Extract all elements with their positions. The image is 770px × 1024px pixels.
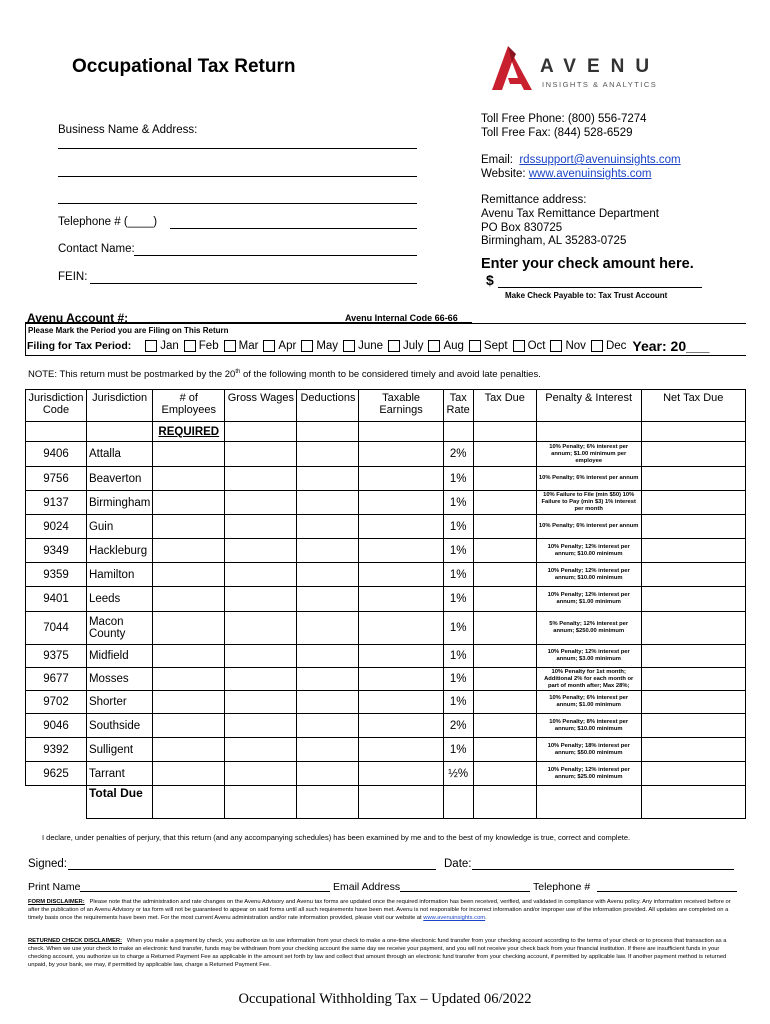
check-amount-heading: Enter your check amount here. [481,256,694,272]
table-row [26,612,746,645]
gross-wages-cell[interactable] [225,587,297,612]
tax-due-cell[interactable] [473,539,536,563]
tax-due-cell[interactable] [473,491,536,515]
payable-to: Make Check Payable to: Tax Trust Account [505,291,668,300]
note-superscript: th [235,369,241,375]
tax-due-cell[interactable] [473,467,536,491]
tax-rate: 2% [443,714,473,738]
tax-due-cell[interactable] [473,587,536,612]
period-label: Filing for Tax Period: [27,340,132,352]
header-net: Net Tax Due [641,390,745,422]
form-disclaimer: FORM DISCLAIMER: Please note that the administration and rate changes on the Avenu Advisory and Avenu tax forms are updated once the required information has been received, verified, and validated in compliance with Avenu policy. Any information received before or after the publication of an Avenu Advisory or tax form will not be guaranteed to appear on said forms until all such requirements have been met. Avenu is not responsible for incorrect information and/or improper use of the information provided. All updates are completed on a timely basis once the requirements have been met. For the most current Avenu administration and/or rate information provided, please visit our website at www.avenuinsights.com. [28,899,731,921]
tax-rate: 1% [443,587,473,612]
month-june: June [358,340,383,352]
jurisdiction-code: 9702 [26,691,87,714]
disclaimer-website-link[interactable]: www.avenuinsights.com [423,915,486,921]
taxable-earnings-cell[interactable] [359,762,443,786]
remittance-line-1: Avenu Tax Remittance Department [481,208,659,220]
toll-free-fax: Toll Free Fax: (844) 528-6529 [481,127,633,139]
checkbox-jan[interactable] [145,340,157,352]
month-jan: Jan [160,340,179,352]
employees-cell[interactable] [153,539,225,563]
contact-name-field[interactable] [134,255,417,256]
header-code: Jurisdiction Code [26,390,87,422]
page-title: Occupational Tax Return [72,56,296,77]
total-cell[interactable] [641,786,745,819]
gross-wages-cell[interactable] [225,563,297,587]
header-due: Tax Due [473,390,536,422]
penalty-interest: 10% Failure to File (min $50) 10% Failure to Pay (min $3) 1% interest per month [536,491,641,515]
jurisdiction-code: 9625 [26,762,87,786]
dollar-sign: $ [486,272,494,288]
table-row [26,762,746,786]
jurisdiction-name: Mosses [86,668,152,691]
penalty-interest: 10% Penalty; 18% interest per annum; $50.00 minimum [536,738,641,762]
net-tax-due-cell[interactable] [641,645,745,668]
tax-rate: ½% [443,762,473,786]
header-penalty: Penalty & Interest [536,390,641,422]
net-tax-due-cell[interactable] [641,539,745,563]
jurisdiction-code: 9137 [26,491,87,515]
telephone-label: Telephone # (____) [58,216,158,228]
header-taxable: Taxable Earnings [359,390,443,422]
deductions-cell[interactable] [297,539,359,563]
jurisdiction-name: Midfield [86,645,152,668]
logo-wordmark: AVENU [540,56,661,77]
taxable-earnings-cell[interactable] [359,515,443,539]
table-row [26,539,746,563]
penalty-interest: 10% Penalty; 12% interest per annum; $3.00 minimum [536,645,641,668]
checkbox-may[interactable] [301,340,313,352]
table-row [26,587,746,612]
jurisdiction-name: Hamilton [86,563,152,587]
print-name-field[interactable] [80,891,330,892]
tax-rate: 1% [443,691,473,714]
period-instruction: Please Mark the Period you are Filing on This Return [28,326,229,335]
date-field[interactable] [472,869,734,870]
deductions-cell[interactable] [297,645,359,668]
tax-due-cell[interactable] [473,515,536,539]
taxable-earnings-cell[interactable] [359,563,443,587]
tax-due-cell[interactable] [473,563,536,587]
table-row [26,563,746,587]
total-cell[interactable] [359,786,443,819]
employees-cell[interactable] [153,491,225,515]
table-row [26,645,746,668]
table-row [26,714,746,738]
employees-cell[interactable] [153,714,225,738]
total-cell[interactable] [153,786,225,819]
net-tax-due-cell[interactable] [641,668,745,691]
tax-rate: 1% [443,645,473,668]
table-row [26,442,746,467]
print-name-label: Print Name [28,881,81,893]
deductions-cell[interactable] [297,587,359,612]
tax-due-cell[interactable] [473,612,536,645]
taxable-earnings-cell[interactable] [359,539,443,563]
gross-wages-cell[interactable] [225,539,297,563]
deductions-cell[interactable] [297,563,359,587]
tax-rate: 1% [443,668,473,691]
month-mar: Mar [238,340,259,352]
jurisdiction-code: 9677 [26,668,87,691]
form-disclaimer-text: Please note that the administration and rate changes on the Avenu Advisory and Avenu tax forms are updated once the required information has been received, verified, and validated in compliance with Avenu policy. Any information received before or after the publication of an Avenu Advisory or tax form will not be guaranteed to appear on said forms until all such requirements have been met. Avenu is not responsible for incorrect information and/or improper use of the information provided. All updates are completed on a timely basis once the requirements have been met. For the most current Avenu administration and/or rate information provided, please visit our website at [28,899,731,921]
check-disclaimer-text: When you make a payment by check, you authorize us to use information from your check to make a one-time electronic fund transfer from your checking account according to the terms of your check or to process that transaction as a check. When we use your check to make an electronic fund transfer, funds may be withdrawn from your checking account the same day we receive your payment, and you will not receive your check back from your financial institution. If there are insufficient funds in your checking account, you authorize us to charge a Returned Payment Fee as applicable in the amount set forth by law and collect that amount through an electronic fund transfer from your checking account, if permitted by applicable law. If another payment method is returned unpaid, by your bank, we may, if permitted by applicable law, charge a Returned Payment Fee. [28,938,727,968]
penalty-interest: 10% Penalty; 8% interest per annum; $10.00 minimum [536,714,641,738]
month-feb: Feb [198,340,219,352]
table-row [26,738,746,762]
jurisdiction-name: Birmingham [86,491,152,515]
gross-wages-cell[interactable] [225,442,297,467]
penalty-interest: 10% Penalty; 12% interest per annum; $25.00 minimum [536,762,641,786]
remittance-line-2: PO Box 830725 [481,222,563,234]
deductions-cell[interactable] [297,668,359,691]
jurisdiction-code: 9024 [26,515,87,539]
jurisdiction-code: 9392 [26,738,87,762]
internal-code: Avenu Internal Code 66-66 [345,313,458,323]
total-due-label: Total Due [86,786,152,819]
penalty-interest: 10% Penalty; 6% interest per annum; $1.00 minimum [536,691,641,714]
penalty-interest: 10% Penalty; 12% interest per annum; $1.00 minimum [536,587,641,612]
tax-due-cell[interactable] [473,714,536,738]
employees-cell[interactable] [153,738,225,762]
toll-free-phone: Toll Free Phone: (800) 556-7274 [481,113,647,125]
tax-rate: 1% [443,515,473,539]
jurisdiction-code: 9359 [26,563,87,587]
jurisdiction-name: Southside [86,714,152,738]
penalty-interest: 10% Penalty; 6% interest per annum [536,467,641,491]
jurisdiction-name: Beaverton [86,467,152,491]
website-label: Website: [481,168,526,180]
tax-rate: 1% [443,612,473,645]
address-line-1[interactable] [58,148,417,149]
deductions-cell[interactable] [297,442,359,467]
email-label: Email: [481,154,513,166]
net-tax-due-cell[interactable] [641,515,745,539]
penalty-interest: 10% Penalty; 12% interest per annum; $10.00 minimum [536,563,641,587]
tax-due-cell[interactable] [473,442,536,467]
tax-rate: 1% [443,491,473,515]
table-row [26,691,746,714]
tax-rate: 2% [443,442,473,467]
page-footer: Occupational Withholding Tax – Updated 06/2022 [238,991,532,1007]
header-rate: Tax Rate [443,390,473,422]
net-tax-due-cell[interactable] [641,442,745,467]
header-deductions: Deductions [297,390,359,422]
taxable-earnings-cell[interactable] [359,738,443,762]
period-row [27,338,709,354]
gross-wages-cell[interactable] [225,738,297,762]
jurisdiction-name: Hackleburg [86,539,152,563]
penalty-interest: 10% Penalty for 1st month; Additional 2% for each month or part of month after; Max 28%; [536,668,641,691]
gross-wages-cell[interactable] [225,762,297,786]
net-tax-due-cell[interactable] [641,691,745,714]
jurisdiction-code: 9756 [26,467,87,491]
deductions-cell[interactable] [297,691,359,714]
gross-wages-cell[interactable] [225,515,297,539]
jurisdiction-code: 9046 [26,714,87,738]
business-name-label: Business Name & Address: [58,124,198,136]
month-july: July [403,340,424,352]
month-may: May [316,340,339,352]
tax-due-cell[interactable] [473,762,536,786]
net-tax-due-cell[interactable] [641,612,745,645]
checkbox-mar[interactable] [224,340,236,352]
taxable-earnings-cell[interactable] [359,442,443,467]
total-cell[interactable] [225,786,297,819]
penalty-interest: 10% Penalty; 6% interest per annum [536,515,641,539]
check-disclaimer-label: RETURNED CHECK DISCLAIMER: [28,938,123,944]
website-line [481,168,651,182]
month-nov: Nov [565,340,586,352]
telephone-label-bottom: Telephone # [533,881,591,893]
jurisdiction-name: Guin [86,515,152,539]
required-row [26,422,746,442]
table-row [26,467,746,491]
telephone-field[interactable] [170,228,417,229]
jurisdiction-name: Attalla [86,442,152,467]
employees-cell[interactable] [153,645,225,668]
total-row [26,786,746,819]
checkbox-july[interactable] [388,340,400,352]
year-field[interactable]: Year: 20___ [632,338,710,354]
deductions-cell[interactable] [297,762,359,786]
total-spacer [26,786,87,819]
avenu-logo-mark-icon [488,44,534,92]
email-address-field[interactable] [400,891,530,892]
fein-label: FEIN: [58,271,88,283]
checkbox-june[interactable] [343,340,355,352]
penalty-interest: 5% Penalty; 12% interest per annum; $250.00 minimum [536,612,641,645]
account-label: Avenu Account #: [27,311,129,325]
penalty-interest: 10% Penalty; 12% interest per annum; $10.00 minimum [536,539,641,563]
tax-rate: 1% [443,738,473,762]
taxable-earnings-cell[interactable] [359,645,443,668]
remittance-line-3: Birmingham, AL 35283-0725 [481,235,627,247]
note-text-after: of the following month to be considered timely and avoid late penalties. [240,369,541,381]
header-jurisdiction: Jurisdiction [86,390,152,422]
employees-cell[interactable] [153,612,225,645]
header-gross: Gross Wages [225,390,297,422]
required-label: REQUIRED [153,422,225,442]
jurisdiction-code: 9406 [26,442,87,467]
header-employees: # of Employees [153,390,225,422]
month-oct: Oct [527,340,546,352]
net-tax-due-cell[interactable] [641,762,745,786]
checkbox-apr[interactable] [263,340,275,352]
gross-wages-cell[interactable] [225,467,297,491]
taxable-earnings-cell[interactable] [359,691,443,714]
returned-check-disclaimer [28,937,743,969]
deductions-cell[interactable] [297,738,359,762]
employees-cell[interactable] [153,691,225,714]
checkbox-sept[interactable] [469,340,481,352]
employees-cell[interactable] [153,668,225,691]
net-tax-due-cell[interactable] [641,587,745,612]
net-tax-due-cell[interactable] [641,714,745,738]
logo-tagline: INSIGHTS & ANALYTICS [542,80,658,89]
tax-due-cell[interactable] [473,691,536,714]
email-line [481,154,681,168]
taxable-earnings-cell[interactable] [359,612,443,645]
signed-label: Signed: [28,858,68,870]
address-line-2[interactable] [58,176,417,177]
gross-wages-cell[interactable] [225,668,297,691]
gross-wages-cell[interactable] [225,645,297,668]
employees-cell[interactable] [153,515,225,539]
employees-cell[interactable] [153,587,225,612]
avenu-logo [488,44,698,92]
table-row [26,515,746,539]
taxable-earnings-cell[interactable] [359,668,443,691]
taxable-earnings-cell[interactable] [359,587,443,612]
declaration: I declare, under penalties of perjury, that this return (and any accompanying schedules) has been examined by me and to the best of my knowledge is true, correct and complete. [42,833,631,842]
total-cell[interactable] [297,786,359,819]
taxable-earnings-cell[interactable] [359,491,443,515]
check-amount-field[interactable] [498,287,702,288]
tax-table [25,389,746,819]
gross-wages-cell[interactable] [225,714,297,738]
total-cell[interactable] [443,786,473,819]
checkbox-oct[interactable] [513,340,525,352]
gross-wages-cell[interactable] [225,491,297,515]
checkbox-aug[interactable] [428,340,440,352]
address-line-3[interactable] [58,203,417,204]
net-tax-due-cell[interactable] [641,467,745,491]
total-penalty-cell[interactable] [536,786,641,819]
checkbox-nov[interactable] [550,340,562,352]
table-header-row [26,390,746,422]
month-apr: Apr [278,340,297,352]
jurisdiction-code: 9401 [26,587,87,612]
remittance-label: Remittance address: [481,194,587,206]
month-sept: Sept [483,340,508,352]
jurisdiction-code: 7044 [26,612,87,645]
email-link[interactable]: rdssupport@avenuinsights.com [519,154,681,166]
total-cell[interactable] [473,786,536,819]
tax-rate: 1% [443,467,473,491]
tax-rate: 1% [443,563,473,587]
penalty-interest: 10% Penalty; 6% interest per annum; $1.00 minimum per employee [536,442,641,467]
month-aug: Aug [443,340,464,352]
tax-due-cell[interactable] [473,738,536,762]
taxable-earnings-cell[interactable] [359,467,443,491]
jurisdiction-name: Tarrant [86,762,152,786]
form-disclaimer-label: FORM DISCLAIMER: [28,899,85,905]
employees-cell[interactable] [153,762,225,786]
telephone-field-bottom[interactable] [597,891,737,892]
gross-wages-cell[interactable] [225,612,297,645]
date-label: Date: [444,858,472,870]
website-link[interactable]: www.avenuinsights.com [528,168,652,180]
employees-cell[interactable] [153,563,225,587]
fein-field[interactable] [90,283,417,284]
jurisdiction-name: Leeds [86,587,152,612]
month-dec: Dec [605,340,627,352]
taxable-earnings-cell[interactable] [359,714,443,738]
signature-field[interactable] [68,869,436,870]
postmark-note [28,369,541,380]
jurisdiction-code: 9375 [26,645,87,668]
table-row [26,668,746,691]
deductions-cell[interactable] [297,467,359,491]
net-tax-due-cell[interactable] [641,491,745,515]
net-tax-due-cell[interactable] [641,563,745,587]
jurisdiction-code: 9349 [26,539,87,563]
net-tax-due-cell[interactable] [641,738,745,762]
gross-wages-cell[interactable] [225,691,297,714]
deductions-cell[interactable] [297,612,359,645]
employees-cell[interactable] [153,442,225,467]
checkbox-dec[interactable] [591,340,603,352]
tax-due-cell[interactable] [473,645,536,668]
jurisdiction-name: Sulligent [86,738,152,762]
tax-due-cell[interactable] [473,668,536,691]
deductions-cell[interactable] [297,714,359,738]
note-text-before: NOTE: This return must be postmarked by the 20 [28,369,236,381]
email-address-label: Email Address [333,881,401,893]
tax-rate: 1% [443,539,473,563]
jurisdiction-name: Shorter [86,691,152,714]
jurisdiction-name: Macon County [86,612,152,645]
table-row [26,491,746,515]
deductions-cell[interactable] [297,491,359,515]
employees-cell[interactable] [153,467,225,491]
deductions-cell[interactable] [297,515,359,539]
contact-name-label: Contact Name: [58,243,135,255]
checkbox-feb[interactable] [184,340,196,352]
